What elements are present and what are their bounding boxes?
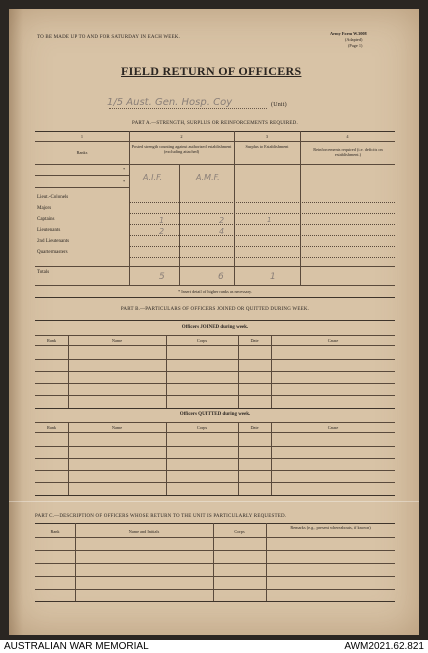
form-number: Army Form W.3008 — [330, 31, 367, 36]
quitted-col-cause: Cause — [327, 425, 339, 430]
totals-bottom-rule — [35, 285, 395, 286]
unit-handwriting: 1/5 Aust. Gen. Hosp. Coy — [107, 97, 233, 108]
part-a-top-rule — [35, 131, 395, 132]
quitted-title: Officers QUITTED during week. — [179, 412, 251, 417]
joined-vline — [238, 335, 239, 408]
row-rule — [129, 257, 395, 258]
part-c-row-rule — [35, 563, 395, 564]
col-header-ranks: Ranks — [76, 150, 88, 155]
part-c-col-rank: Rank — [50, 529, 60, 534]
part-c-heading: PART C.—DESCRIPTION OF OFFICERS WHOSE RETURN TO THE UNIT IS PARTICULARLY REQUESTED. — [35, 514, 287, 519]
rank-2nd-lieutenants: 2nd Lieutenants — [37, 239, 70, 244]
part-c-vline — [75, 523, 76, 601]
form-title: FIELD RETURN OF OFFICERS — [121, 64, 302, 78]
joined-header-rule — [35, 345, 395, 346]
joined-title: Officers JOINED during week. — [181, 325, 249, 330]
joined-row-rule — [35, 395, 395, 396]
joined-bottom-rule — [35, 408, 395, 409]
quitted-row-rule — [35, 482, 395, 483]
archive-caption — [0, 640, 428, 653]
part-c-row-rule — [35, 576, 395, 577]
archive-name: AUSTRALIAN WAR MEMORIAL — [4, 641, 149, 652]
part-a-vline-3 — [234, 131, 235, 285]
joined-col-date: Date — [250, 338, 259, 343]
part-c-col-name: Name and Initials — [128, 529, 160, 534]
captains-amf-value: 2 — [219, 216, 225, 225]
part-a-bottom-rule — [35, 297, 395, 298]
part-b-top-rule — [35, 320, 395, 321]
totals-amf-value: 6 — [218, 272, 224, 282]
quitted-vline — [238, 422, 239, 495]
joined-row-rule — [35, 383, 395, 384]
blank-rank-rule-1 — [35, 175, 129, 176]
quitted-header-rule — [35, 432, 395, 433]
part-a-heading: PART A.—STRENGTH, SURPLUS OR REINFORCEMENTS REQUIRED. — [132, 121, 298, 126]
quitted-col-date: Date — [250, 425, 259, 430]
unit-dotted-line — [109, 108, 267, 109]
rank-majors: Majors — [37, 206, 52, 211]
part-a-vline-1 — [129, 131, 130, 285]
archive-accession-number: AWM2021.62.821 — [344, 641, 424, 652]
part-c-vline — [213, 523, 214, 601]
quitted-vline — [271, 422, 272, 495]
col-header-surplus: Surplus to Establishment — [245, 144, 289, 149]
joined-col-cause: Cause — [327, 338, 339, 343]
row-rule — [129, 235, 395, 236]
asterisk-1: * — [123, 167, 126, 172]
row-rule — [129, 213, 395, 214]
joined-col-corps: Corps — [196, 338, 208, 343]
rank-lt-colonels: Lieut.-Colonels — [37, 195, 69, 200]
part-a-vline-4 — [300, 131, 301, 285]
joined-col-rank: Rank — [46, 338, 57, 343]
quitted-row-rule — [35, 446, 395, 447]
part-c-row-rule — [35, 589, 395, 590]
instruction-line: TO BE MADE UP TO AND FOR SATURDAY IN EACH WEEK. — [37, 35, 181, 40]
quitted-bottom-rule — [35, 495, 395, 496]
captains-surplus-value: 1 — [267, 216, 272, 224]
quitted-col-name: Name — [111, 425, 123, 430]
totals-top-rule — [35, 266, 395, 267]
part-a-footnote: * Insert detail of higher ranks as necessary. — [178, 289, 252, 294]
header-bottom-rule — [35, 164, 395, 165]
row-rule — [129, 224, 395, 225]
quitted-vline — [68, 422, 69, 495]
row-rule — [129, 246, 395, 247]
col-header-reinforcements: Reinforcements required (i.e. deficits on establishment.) — [313, 147, 383, 157]
joined-vline — [271, 335, 272, 408]
quitted-row-rule — [35, 470, 395, 471]
part-c-top-rule — [35, 523, 395, 524]
totals-aif-value: 5 — [159, 272, 165, 282]
quitted-vline — [166, 422, 167, 495]
col-number-2: 2 — [180, 134, 183, 139]
row-rule — [129, 202, 395, 203]
joined-vline — [68, 335, 69, 408]
joined-vline — [166, 335, 167, 408]
rank-totals: Totals — [37, 270, 50, 275]
quitted-col-corps: Corps — [196, 425, 208, 430]
col-number-4: 4 — [346, 134, 349, 139]
part-b-heading: PART B.—PARTICULARS OF OFFICERS JOINED OR QUITTED DURING WEEK. — [120, 307, 310, 312]
part-c-bottom-rule — [35, 601, 395, 602]
lieutenants-aif-value: 2 — [159, 227, 165, 236]
sub-aif: A.I.F. — [143, 173, 163, 182]
form-adapted: (Adapted) — [345, 37, 363, 42]
totals-surplus-value: 1 — [270, 272, 276, 282]
col-header-posted-strength: Posted strength counting against authorized establishment (excluding attached) — [131, 144, 232, 154]
joined-row-rule — [35, 371, 395, 372]
lieutenants-amf-value: 4 — [219, 227, 225, 236]
captains-aif-value: 1 — [159, 216, 165, 225]
quitted-title-rule — [35, 422, 395, 423]
part-c-vline — [266, 523, 267, 601]
unit-label: (Unit) — [271, 102, 287, 108]
blank-rank-rule-2 — [35, 187, 129, 188]
quitted-col-rank: Rank — [46, 425, 57, 430]
joined-col-name: Name — [111, 338, 123, 343]
part-c-col-corps: Corps — [234, 529, 245, 534]
part-c-col-remarks: Remarks (e.g., present whereabouts, if known) — [290, 525, 371, 530]
joined-row-rule — [35, 359, 395, 360]
rank-quartermasters: Quartermasters — [37, 250, 68, 255]
rank-captains: Captains — [37, 217, 55, 222]
col-number-1: 1 — [80, 134, 84, 139]
col-number-rule — [35, 141, 395, 142]
part-c-header-rule — [35, 537, 395, 538]
paper-fold — [9, 501, 419, 502]
joined-title-rule — [35, 335, 395, 336]
quitted-row-rule — [35, 458, 395, 459]
col-number-3: 3 — [265, 134, 269, 139]
form-sheet — [9, 9, 419, 635]
rank-lieutenants: Lieutenants — [37, 228, 61, 233]
form-page: (Page 1) — [348, 43, 363, 48]
sub-amf: A.M.F. — [196, 173, 220, 182]
part-c-row-rule — [35, 550, 395, 551]
asterisk-2: * — [123, 179, 126, 184]
